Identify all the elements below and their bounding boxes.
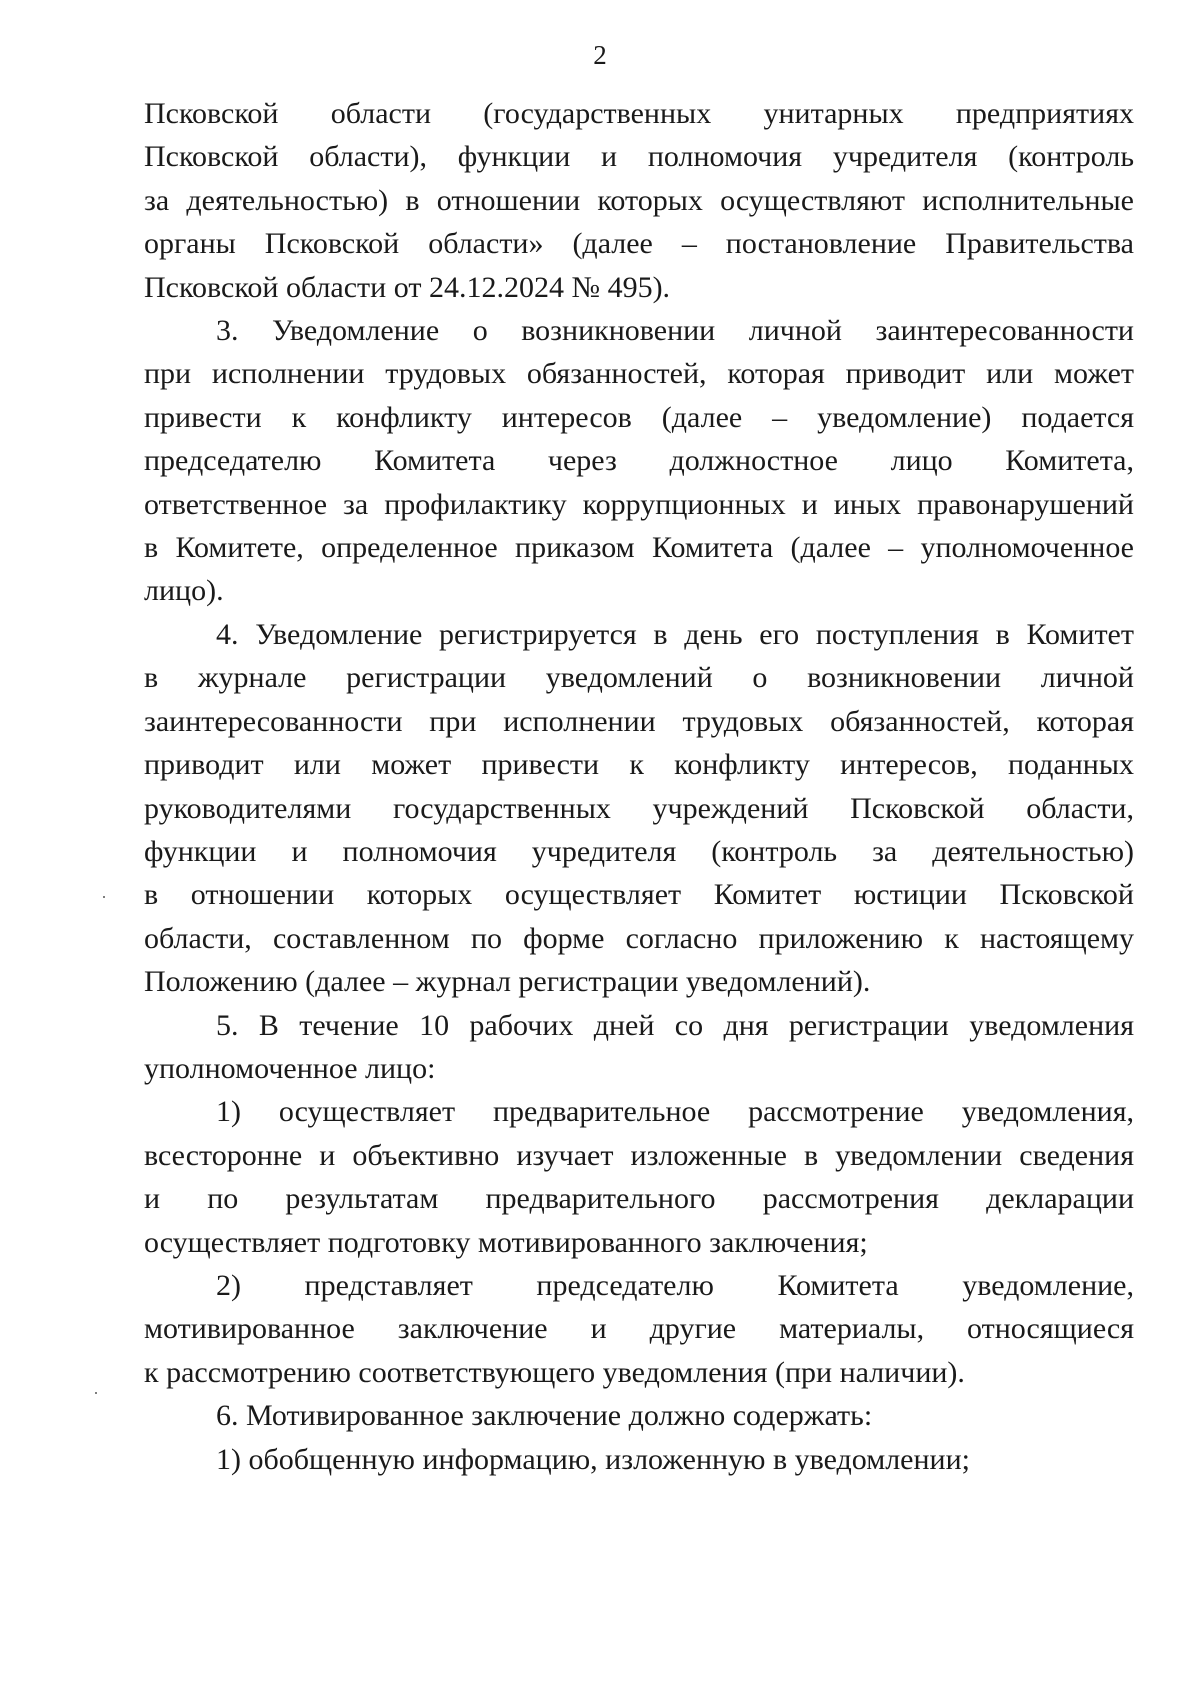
text-line: мотивированное заключение и другие материалы, относящиеся bbox=[144, 1312, 1134, 1346]
text-line: 1) осуществляет предварительное рассмотрение уведомления, bbox=[216, 1095, 1134, 1129]
text-line: за деятельностью) в отношении которых осуществляют исполнительные bbox=[144, 183, 1134, 217]
text-line: председателю Комитета через должностное лицо Комитета, bbox=[144, 444, 1134, 478]
text-line: Положению (далее – журнал регистрации уведомлений). bbox=[144, 965, 871, 999]
text-line: в журнале регистрации уведомлений о возникновении личной bbox=[144, 661, 1134, 695]
text-line: при исполнении трудовых обязанностей, которая приводит или может bbox=[144, 357, 1134, 391]
text-line: лицо). bbox=[144, 574, 224, 608]
text-line: функции и полномочия учредителя (контроль за деятельностью) bbox=[144, 834, 1134, 868]
paragraph-p-4 bbox=[144, 613, 1134, 1004]
text-line: Псковской области (государственных унитарных предприятиях bbox=[144, 97, 1134, 130]
text-line: руководителями государственных учреждений Псковской области, bbox=[144, 791, 1134, 825]
text-line: Псковской области от 24.12.2024 № 495). bbox=[144, 270, 671, 304]
paragraph-p-5 bbox=[144, 1004, 1134, 1091]
text-line: привести к конфликту интересов (далее – уведомление) подается bbox=[144, 400, 1134, 434]
text-line: заинтересованности при исполнении трудовых обязанностей, которая bbox=[144, 704, 1134, 738]
scan-speck bbox=[103, 896, 105, 898]
paragraph-p-6 bbox=[144, 1394, 1134, 1437]
text-line: всесторонне и объективно изучает изложенные в уведомлении сведения bbox=[144, 1138, 1134, 1172]
text-line: 3. Уведомление о возникновении личной заинтересованности bbox=[216, 314, 1134, 348]
text-line: в Комитете, определенное приказом Комитета (далее – уполномоченное bbox=[144, 531, 1134, 565]
paragraph-p-5-2 bbox=[144, 1264, 1134, 1394]
text-line: уполномоченное лицо: bbox=[144, 1051, 436, 1085]
text-line: приводит или может привести к конфликту интересов, поданных bbox=[144, 748, 1134, 782]
paragraph-p-5-1 bbox=[144, 1090, 1134, 1264]
text-line: 4. Уведомление регистрируется в день его поступления в Комитет bbox=[216, 617, 1134, 651]
text-line: 5. В течение 10 рабочих дней со дня регистрации уведомления bbox=[216, 1008, 1134, 1042]
scan-speck bbox=[95, 1392, 97, 1394]
text-line: 2) представляет председателю Комитета уведомление, bbox=[216, 1268, 1134, 1302]
page-number: 2 bbox=[593, 40, 607, 70]
text-line: органы Псковской области» (далее – постановление Правительства bbox=[144, 227, 1134, 261]
text-line: области, составленном по форме согласно приложению к настоящему bbox=[144, 921, 1134, 955]
text-line: Псковской области), функции и полномочия учредителя (контроль bbox=[144, 140, 1134, 174]
text-line: ответственное за профилактику коррупционных и иных правонарушений bbox=[144, 487, 1134, 521]
paragraph-p-3 bbox=[144, 309, 1134, 613]
text-line: 6. Мотивированное заключение должно содержать: bbox=[216, 1399, 873, 1433]
text-line: и по результатам предварительного рассмотрения декларации bbox=[144, 1182, 1134, 1216]
text-line: 1) обобщенную информацию, изложенную в уведомлении; bbox=[216, 1442, 970, 1476]
text-line: к рассмотрению соответствующего уведомления (при наличии). bbox=[144, 1355, 965, 1389]
paragraph-p-6-1 bbox=[144, 1438, 1134, 1481]
document-body bbox=[144, 92, 1134, 1481]
text-line: в отношении которых осуществляет Комитет юстиции Псковской bbox=[144, 878, 1134, 912]
text-line: осуществляет подготовку мотивированного заключения; bbox=[144, 1225, 868, 1259]
paragraph-p-continuation bbox=[144, 92, 1134, 309]
